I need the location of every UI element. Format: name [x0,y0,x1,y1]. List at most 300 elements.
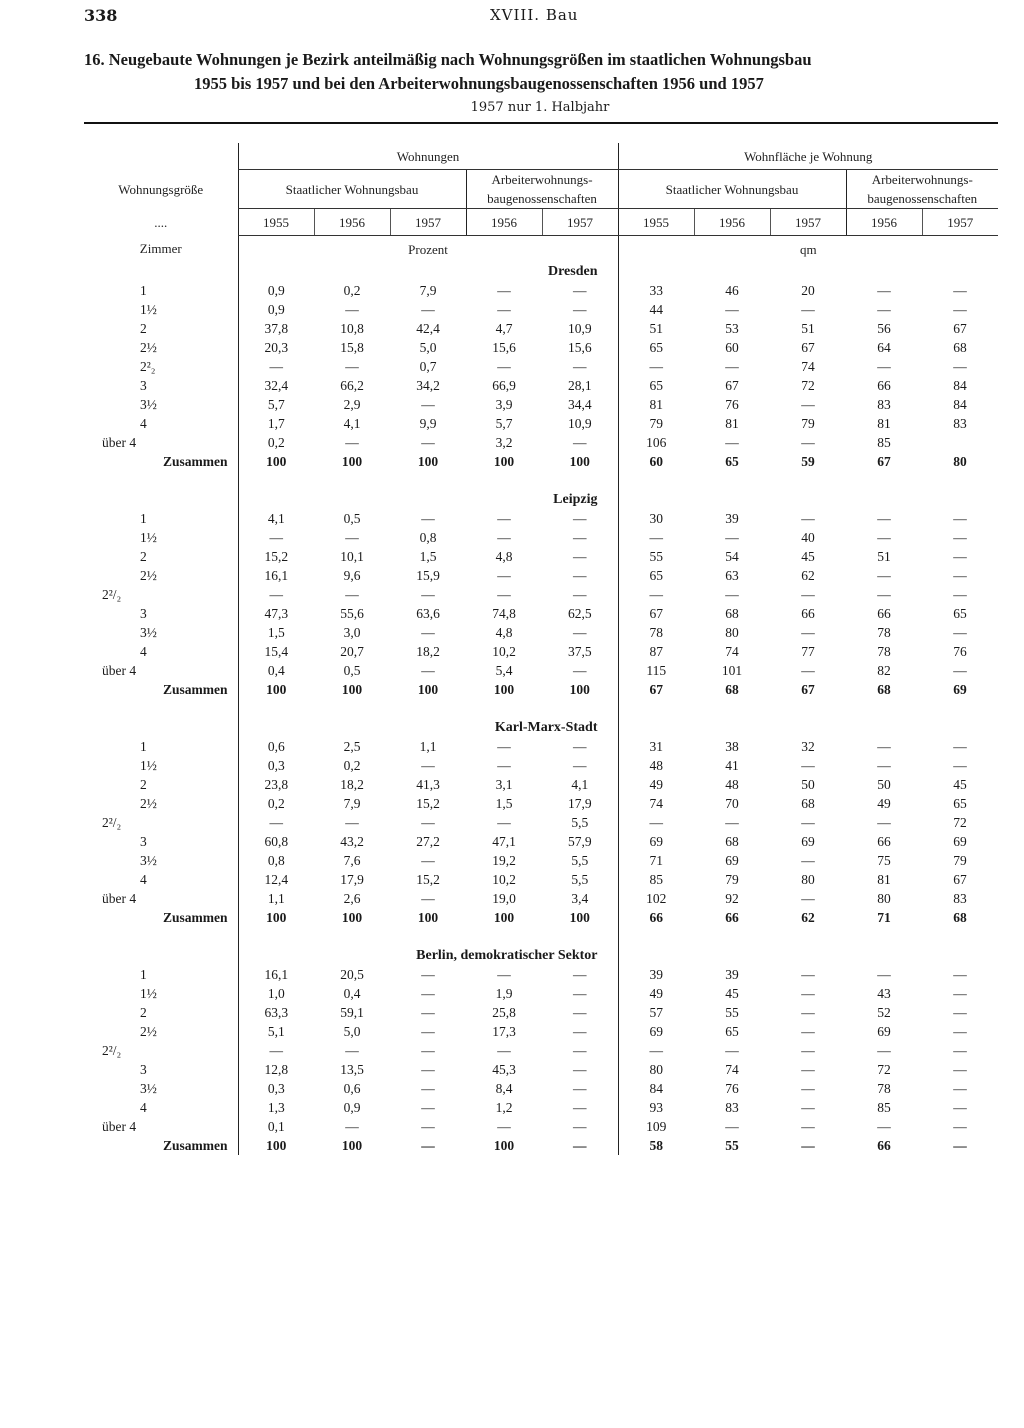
row-size-text: 4 [140,872,147,887]
table-cell: 43 [877,986,891,1001]
table-cell: 65 [953,606,967,621]
table-row [84,376,998,395]
total-cell: 68 [725,682,739,697]
table-cell: 49 [877,796,891,811]
row-size-label [84,357,238,376]
row-size-text: 2½ [140,796,157,811]
row-size-text: 1 [140,739,147,754]
table-cell: — [877,587,891,602]
total-cell: 100 [417,454,439,469]
table-cell: — [573,1100,587,1115]
table-cell: — [238,585,314,604]
table-row [84,509,998,528]
table-cell: — [618,1041,694,1060]
table-cell: — [953,302,967,317]
table-cell: 1,5 [238,623,314,642]
table-cell: — [953,625,967,640]
row-size-text: 2½ [140,1024,157,1039]
row-size-text: 2½ [140,568,157,583]
row-size-label [84,300,238,319]
table-cell: 39 [725,511,739,526]
total-cell: — [421,1138,435,1153]
table-cell: — [618,585,694,604]
table-cell: 15,8 [340,340,364,355]
table-cell: 3,0 [343,625,361,640]
page-number: 338 [84,6,118,25]
table-cell: — [497,758,511,773]
total-cell: 100 [493,682,515,697]
table-cell: 0,5 [343,511,361,526]
row-size-label [84,395,238,414]
table-cell: — [238,1041,314,1060]
table-cell: 76 [725,397,739,412]
table-row [84,984,998,1003]
table-cell: 2,9 [343,397,361,412]
table-cell: — [421,967,435,982]
table-cell: — [421,1081,435,1096]
table-cell: 45 [801,549,815,564]
total-cell: 67 [877,454,891,469]
row-size-text: 3 [140,378,147,393]
table-cell: 15,2 [416,796,440,811]
table-cell: 37,5 [567,644,592,659]
table-cell: — [953,967,967,982]
section-title: Leipzig [238,490,618,509]
table-cell: 12,8 [238,1060,314,1079]
table-row [84,1098,998,1117]
table-cell: 19,0 [492,891,516,906]
table-cell: — [573,1081,587,1096]
table-row [84,528,998,547]
table-cell: — [953,1024,967,1039]
table-row [84,1060,998,1079]
row-size-label [84,832,238,851]
table-cell: 77 [801,644,815,659]
table-cell: — [953,511,967,526]
table-cell: 5,7 [238,395,314,414]
table-cell: 70 [725,796,739,811]
row-size-label [84,338,238,357]
table-cell: 83 [725,1100,739,1115]
table-row [84,281,998,300]
table-cell: — [421,815,435,830]
table-cell: 68 [725,834,739,849]
sub-state-2: Staatlicher Wohnungsbau [618,170,846,209]
table-cell: 52 [877,1005,891,1020]
row-size-text: 3 [140,834,147,849]
table-cell: — [421,986,435,1001]
table-cell: — [497,568,511,583]
table-cell: 5,0 [343,1024,361,1039]
table-cell: 60,8 [238,832,314,851]
row-size-label [84,281,238,300]
table-cell: — [345,435,359,450]
table-cell: 2,6 [343,891,361,906]
table-cell: 37,8 [238,319,314,338]
table-cell: 0,4 [343,986,361,1001]
total-cell: 100 [493,1138,515,1153]
table-cell: 5,1 [238,1022,314,1041]
table-cell: 0,2 [238,433,314,452]
table-row [84,319,998,338]
table-cell: 15,2 [238,547,314,566]
total-cell: 100 [238,680,314,699]
table-cell: 46 [725,283,739,298]
table-cell: 27,2 [416,834,440,849]
table-cell: 0,2 [238,794,314,813]
table-cell: 43,2 [340,834,364,849]
table-cell: 15,2 [416,872,440,887]
table-cell: 65 [618,338,694,357]
total-cell: 100 [238,1136,314,1155]
year-1957-a: 1957 [390,209,466,236]
table-cell: 1,0 [238,984,314,1003]
table-cell: 28,1 [567,378,592,393]
table-cell: 67 [618,604,694,623]
table-cell: 0,3 [238,1079,314,1098]
table-cell: 48 [618,756,694,775]
table-cell: — [345,530,359,545]
table-cell: 0,9 [238,281,314,300]
section-title: Dresden [238,262,618,281]
table-cell: 81 [877,416,891,431]
row-size-text: 3½ [140,1081,157,1096]
chapter-heading: XVIII. Bau [490,6,579,24]
table-cell: 4,1 [343,416,361,431]
row-size-label [84,851,238,870]
table-cell: 80 [725,625,739,640]
table-cell: 84 [953,397,967,412]
table-cell: — [953,359,967,374]
table-cell: 30 [618,509,694,528]
year-1956-a: 1956 [314,209,390,236]
table-cell: 10,2 [492,872,516,887]
table-cell: 79 [801,416,815,431]
table-cell: 15,6 [567,340,592,355]
table-cell: — [421,853,435,868]
section-spacer-right [618,946,998,965]
table-note: 1957 nur 1. Halbjahr [470,100,610,115]
table-cell: — [953,1043,967,1058]
row-size-text: 4 [140,1100,147,1115]
row-size-label [84,965,238,984]
table-cell: — [877,1119,891,1134]
table-row [84,433,998,452]
table-cell: 45 [725,986,739,1001]
table-cell: 76 [725,1081,739,1096]
row-size-text: 2 [140,1005,147,1020]
gap-cell [618,699,998,718]
table-cell: 85 [877,1100,891,1115]
table-cell: 51 [618,319,694,338]
total-cell: 100 [238,452,314,471]
table-cell: 55,6 [340,606,364,621]
table-title-line1: 16. Neugebaute Wohnungen je Bezirk anteilmäßig nach Wohnungsgrößen im staatlichen Wohnungsbau [84,50,812,69]
table-cell: 62 [801,568,815,583]
table-cell: — [801,511,815,526]
table-cell: 9,6 [343,568,361,583]
table-cell: 0,4 [238,661,314,680]
table-cell: 66 [877,378,891,393]
row-size-text: 3 [140,1062,147,1077]
table-cell: — [238,528,314,547]
table-cell: — [801,1043,815,1058]
row-size-label [84,984,238,1003]
table-cell: — [801,1081,815,1096]
row-size-text: über 4 [102,891,137,906]
row-size-label [84,547,238,566]
table-cell: — [801,435,815,450]
table-cell: 83 [953,416,967,431]
table-cell: 0,6 [238,737,314,756]
table-cell: — [421,663,435,678]
row-size-label [84,1098,238,1117]
table-cell: 10,2 [492,644,516,659]
table-cell: 78 [877,625,891,640]
table-cell: — [497,359,511,374]
total-row [84,1136,998,1155]
table-cell: 18,2 [416,644,440,659]
table-cell: — [573,549,587,564]
table-cell: — [573,758,587,773]
table-cell: 4,8 [495,625,513,640]
section-spacer [84,262,238,281]
table-cell: 69 [801,834,815,849]
table-cell: 16,1 [238,566,314,585]
table-cell: 45,3 [492,1062,516,1077]
table-cell: 5,4 [495,663,513,678]
table-cell: — [953,283,967,298]
table-cell: — [877,758,891,773]
table-cell: 83 [953,891,967,906]
total-cell: 68 [953,910,967,925]
table-cell: — [573,359,587,374]
table-cell: — [725,302,739,317]
table-cell: 3,4 [571,891,589,906]
table-cell: — [421,1119,435,1134]
table-cell [922,433,998,452]
table-cell: — [497,967,511,982]
table-cell: — [801,663,815,678]
table-cell: — [573,511,587,526]
table-cell: 32 [801,739,815,754]
row-size-text: 2 [140,321,147,336]
sub-coop-2b: baugenossenschaften [846,189,998,209]
table-cell: 41 [725,758,739,773]
table-cell: 39 [618,965,694,984]
table-cell: 62,5 [567,606,592,621]
table-cell: — [953,549,967,564]
total-cell: 100 [417,682,439,697]
table-cell: 7,6 [343,853,361,868]
table-cell: 0,9 [343,1100,361,1115]
table-cell: — [801,302,815,317]
table-cell: — [573,967,587,982]
row-size-label [84,1003,238,1022]
table-cell: 67 [953,872,967,887]
table-row [84,1079,998,1098]
table-cell: — [573,435,587,450]
table-cell: — [573,1062,587,1077]
table-cell: 64 [877,340,891,355]
total-cell: 59 [801,454,815,469]
table-cell: — [953,587,967,602]
row-size-label [84,414,238,433]
statistics-table [84,122,998,1155]
total-row [84,908,998,927]
table-cell: — [877,1043,891,1058]
table-cell: — [877,739,891,754]
table-cell: — [497,302,511,317]
total-cell: 100 [238,908,314,927]
table-cell: 17,3 [492,1024,516,1039]
table-cell: — [801,758,815,773]
table-cell: 74 [725,1062,739,1077]
row-size-label [84,813,238,832]
table-cell: 15,9 [416,568,440,583]
row-size-label [84,585,238,604]
row-size-label [84,889,238,908]
table-cell: 66 [877,606,891,621]
row-size-text: 3½ [140,853,157,868]
table-cell: 12,4 [238,870,314,889]
table-cell: 13,5 [340,1062,364,1077]
table-cell: 69 [618,832,694,851]
table-cell: 7,9 [419,283,437,298]
table-cell: 8,4 [495,1081,513,1096]
table-cell: — [573,1024,587,1039]
row-size-text: über 4 [102,1119,137,1134]
table-cell: 0,6 [343,1081,361,1096]
table-cell: — [421,1024,435,1039]
table-cell: 66,9 [492,378,516,393]
table-cell: 85 [877,435,891,450]
row-size-label [84,623,238,642]
table-cell: 65 [618,376,694,395]
table-cell: 0,9 [238,300,314,319]
table-row [84,338,998,357]
table-cell: — [421,435,435,450]
table-cell: 63 [725,568,739,583]
row-size-label [84,1117,238,1136]
table-cell: 92 [725,891,739,906]
table-cell: — [345,815,359,830]
sub-coop-1a: Arbeiterwohnungs- [466,170,618,190]
section-spacer [84,490,238,509]
year-1955-c: 1955 [618,209,694,236]
row-size-label [84,756,238,775]
table-row [84,965,998,984]
row-size-text: 3 [140,606,147,621]
total-label: Zusammen [162,910,228,925]
table-cell: 80 [801,872,815,887]
unit-qm: qm [618,236,998,263]
row-size-label [84,870,238,889]
table-cell: 67 [953,321,967,336]
row-size-text: 2²/₂ [102,587,122,602]
table-cell: — [573,587,587,602]
group-wohnflaeche: Wohnfläche je Wohnung [618,143,998,170]
total-label: Zusammen [162,1138,228,1153]
table-cell: 68 [801,796,815,811]
year-1957-b: 1957 [542,209,618,236]
table-cell: 79 [953,853,967,868]
row-size-text: über 4 [102,663,137,678]
row-size-label [84,1041,238,1060]
table-cell: 0,7 [419,359,437,374]
table-cell: 81 [618,395,694,414]
table-cell: 50 [801,777,815,792]
table-cell: 66 [801,606,815,621]
table-row [84,661,998,680]
table-cell: — [953,986,967,1001]
table-cell: — [725,1043,739,1058]
table-cell: — [345,587,359,602]
table-cell: 4,7 [495,321,513,336]
row-size-text: 1½ [140,530,157,545]
row-size-label [84,794,238,813]
table-cell: — [345,302,359,317]
table-cell: 0,8 [419,530,437,545]
total-cell: 100 [341,682,363,697]
total-cell: — [801,1138,815,1153]
unit-prozent: Prozent [238,236,618,263]
row-size-text: 2²/₂ [102,1043,122,1058]
table-row [84,642,998,661]
table-row [84,1003,998,1022]
table-cell: 69 [725,853,739,868]
total-cell: — [953,1138,967,1153]
table-cell: 69 [877,1024,891,1039]
table-cell: — [497,1119,511,1134]
table-cell: — [953,1062,967,1077]
table-cell: 0,5 [343,663,361,678]
table-cell: — [421,397,435,412]
table-cell: 1,1 [419,739,437,754]
table-cell: 84 [618,1079,694,1098]
table-cell: 75 [877,853,891,868]
section-spacer [84,946,238,965]
row-size-label [84,1022,238,1041]
table-cell: 74 [618,794,694,813]
row-size-text: 3½ [140,397,157,412]
table-cell: 84 [953,378,967,393]
table-cell: 0,8 [238,851,314,870]
table-cell: 55 [725,1005,739,1020]
table-row [84,566,998,585]
row-size-text: 3½ [140,625,157,640]
year-1955-a: 1955 [238,209,314,236]
table-cell: — [953,1005,967,1020]
table-cell: 19,2 [492,853,516,868]
table-cell: 79 [618,414,694,433]
row-size-text: 1½ [140,986,157,1001]
table-row [84,604,998,623]
table-cell: — [725,815,739,830]
table-cell: 1,9 [495,986,513,1001]
table-cell: 39 [725,967,739,982]
total-cell: 58 [618,1136,694,1155]
section-title: Berlin, demokratischer Sektor [238,946,618,965]
table-cell: 1,3 [238,1098,314,1117]
table-cell: 33 [618,281,694,300]
table-cell: 45 [953,777,967,792]
table-cell: 66 [877,834,891,849]
table-cell: 5,5 [571,815,589,830]
table-cell: 57,9 [567,834,592,849]
table-cell: — [725,530,739,545]
table-cell: 4,1 [571,777,589,792]
